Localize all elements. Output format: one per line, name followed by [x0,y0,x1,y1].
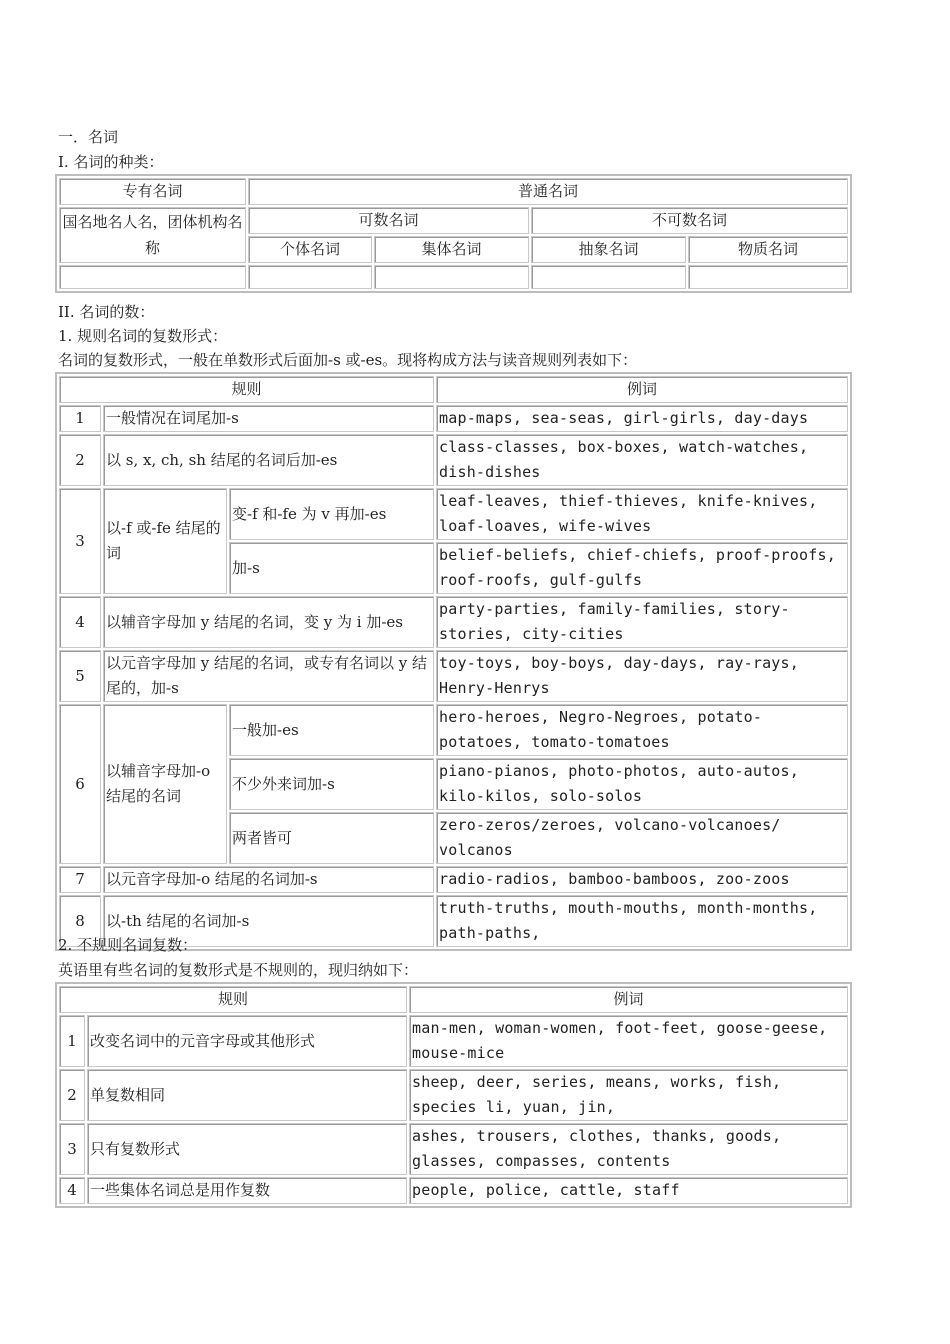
rule-cell: 一些集体名词总是用作复数 [87,1177,407,1204]
row-number: 8 [59,895,101,947]
example-cell: map-maps, sea-seas, girl-girls, day-days [436,405,848,432]
rule-cell: 以辅音字母加 y 结尾的名词，变 y 为 i 加-es [103,596,434,648]
noun-types-table [55,174,852,293]
row-number: 5 [59,650,101,702]
heading-noun-number: II. 名词的数： [58,303,155,321]
cell-empty [248,265,372,289]
intro-regular-plural: 名词的复数形式，一般在单数形式后面加-s 或-es。现将构成方法与读音规则列表如下： [58,351,638,369]
header-rule: 规则 [59,986,407,1013]
heading-irregular-plural: 2. 不规则名词复数： [58,936,198,954]
subrule-cell: 一般加-es [229,704,434,756]
row-number: 3 [59,1123,85,1175]
row-number: 2 [59,434,101,486]
regular-plural-table [55,372,852,951]
subrule-cell: 变-f 和-fe 为 v 再加-es [229,488,434,540]
row-number: 6 [59,704,101,864]
rule-cell: 以 s, x, ch, sh 结尾的名词后加-es [103,434,434,486]
cell-collective: 集体名词 [374,236,529,263]
subrule-cell: 不少外来词加-s [229,758,434,810]
rule-cell: 以元音字母加-o 结尾的名词加-s [103,866,434,893]
example-cell: truth-truths, mouth-mouths, month-months, path-paths, [436,895,848,947]
rule-cell: 只有复数形式 [87,1123,407,1175]
row-number: 2 [59,1069,85,1121]
example-cell: sheep, deer, series, means, works, fish, species li, yuan, jin, [409,1069,848,1121]
cell-empty [531,265,686,289]
rule-cell: 单复数相同 [87,1069,407,1121]
example-cell: toy-toys, boy-boys, day-days, ray-rays, Henry-Henrys [436,650,848,702]
cell-individual: 个体名词 [248,236,372,263]
row-number: 7 [59,866,101,893]
example-cell: leaf-leaves, thief-thieves, knife-knives, loaf-loaves, wife-wives [436,488,848,540]
rule-cell: 一般情况在词尾加-s [103,405,434,432]
example-cell: class-classes, box-boxes, watch-watches, dish-dishes [436,434,848,486]
rule-cell: 以-th 结尾的名词加-s [103,895,434,947]
example-cell: belief-beliefs, chief-chiefs, proof-proofs, roof-roofs, gulf-gulfs [436,542,848,594]
cell-common-noun: 普通名词 [248,178,848,205]
row-number: 3 [59,488,101,594]
cell-abstract: 抽象名词 [531,236,686,263]
header-rule: 规则 [59,376,434,403]
cell-uncountable: 不可数名词 [531,207,848,234]
example-cell: radio-radios, bamboo-bamboos, zoo-zoos [436,866,848,893]
rule-cell: 改变名词中的元音字母或其他形式 [87,1015,407,1067]
cell-countable: 可数名词 [248,207,529,234]
row-number: 1 [59,405,101,432]
irregular-plural-table [55,982,852,1208]
cell-empty [688,265,848,289]
subrule-cell: 两者皆可 [229,812,434,864]
row-number: 1 [59,1015,85,1067]
example-cell: people, police, cattle, staff [409,1177,848,1204]
heading-noun-types: I. 名词的种类： [58,153,164,171]
example-cell: piano-pianos, photo-photos, auto-autos, kilo-kilos, solo-solos [436,758,848,810]
rule-cell: 以元音字母加 y 结尾的名词，或专有名词以 y 结尾的，加-s [103,650,434,702]
heading-regular-plural: 1. 规则名词的复数形式： [58,327,228,345]
row-number: 4 [59,596,101,648]
intro-irregular-plural: 英语里有些名词的复数形式是不规则的，现归纳如下： [58,961,419,979]
example-cell: zero-zeros/zeroes, volcano-volcanoes/ volcanos [436,812,848,864]
header-example: 例词 [409,986,848,1013]
rule-cell: 以-f 或-fe 结尾的词 [103,488,227,594]
heading-noun: 一．名词 [58,128,119,146]
cell-empty [374,265,529,289]
rule-cell: 以辅音字母加-o 结尾的名词 [103,704,227,864]
subrule-cell: 加-s [229,542,434,594]
example-cell: hero-heroes, Negro-Negroes, potato-potatoes, tomato-tomatoes [436,704,848,756]
cell-proper-noun: 专有名词 [59,178,246,205]
cell-empty [59,265,246,289]
example-cell: party-parties, family-families, story-stories, city-cities [436,596,848,648]
cell-proper-desc: 国名地名人名，团体机构名称 [59,207,246,263]
example-cell: man-men, woman-women, foot-feet, goose-geese, mouse-mice [409,1015,848,1067]
cell-material: 物质名词 [688,236,848,263]
example-cell: ashes, trousers, clothes, thanks, goods, glasses, compasses, contents [409,1123,848,1175]
header-example: 例词 [436,376,848,403]
row-number: 4 [59,1177,85,1204]
